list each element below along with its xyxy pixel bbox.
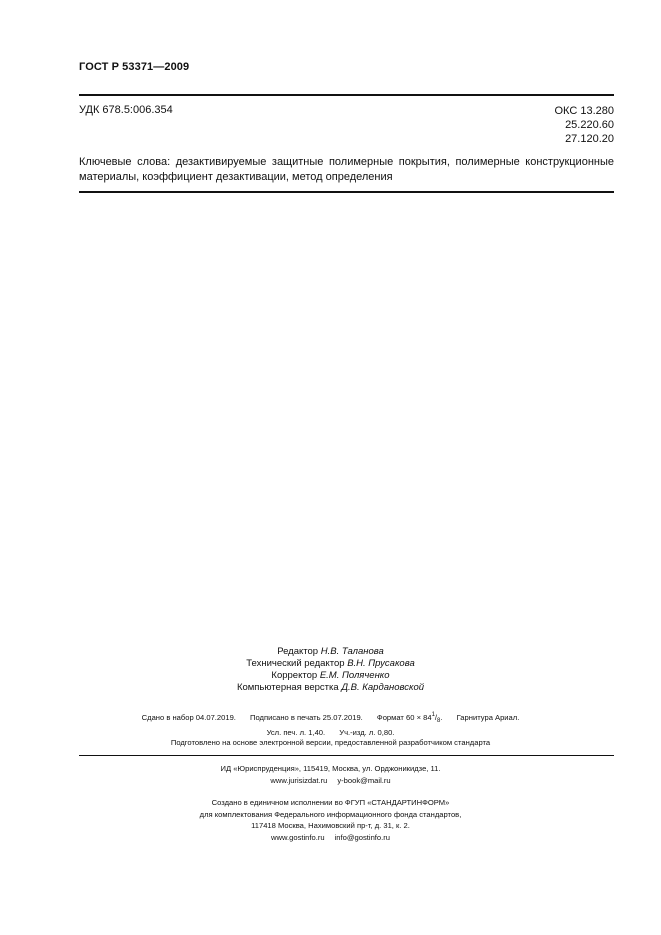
imprint-format-slash: / [434, 713, 438, 722]
producer-block [0, 797, 661, 843]
imprint-block [0, 709, 661, 739]
publisher-contacts [0, 775, 661, 787]
publisher-email: y-book@mail.ru [337, 776, 391, 785]
credit-corrector-name: Е.М. Поляченко [319, 670, 390, 681]
imprint-submitted: Сдано в набор 04.07.2019. [141, 713, 236, 722]
prepared-note: Подготовлено на основе электронной версии, предоставленной разработчиком стандарта [170, 738, 491, 747]
producer-line-2: для комплектования Федерального информационного фонда стандартов, [199, 809, 462, 819]
producer-email: info@gostinfo.ru [334, 832, 391, 842]
credits-block [0, 646, 661, 694]
imprint-typeface: Гарнитура Ариал. [456, 713, 520, 722]
imprint-signed: Подписано в печать 25.07.2019. [250, 713, 363, 722]
credit-tech-editor-name: В.Н. Прусакова [347, 658, 415, 669]
udk-code: УДК 678.5:006.354 [79, 104, 173, 116]
imprint-format [377, 713, 443, 722]
credit-corrector-role: Корректор [271, 670, 318, 681]
imprint-sheets-print: Усл. печ. л. 1,40. [266, 728, 326, 737]
credit-layout-role: Компьютерная верстка [236, 682, 339, 693]
credit-layout [0, 682, 661, 694]
imprint-format-suffix: . [440, 713, 443, 722]
oks-codes [555, 104, 615, 146]
credit-editor-name: Н.В. Таланова [320, 646, 384, 657]
imprint-line-1 [0, 709, 661, 727]
credit-editor-role: Редактор [277, 646, 319, 657]
oks-line-3: 27.120.20 [565, 133, 614, 145]
producer-site: www.gostinfo.ru [270, 832, 325, 842]
imprint-format-prefix: Формат 60 × 84 [376, 713, 432, 722]
imprint-format-num: 1 [431, 712, 435, 718]
credit-editor [0, 646, 661, 658]
credit-layout-name: Д.В. Кардановской [341, 682, 425, 693]
publisher-block [0, 763, 661, 787]
keywords-paragraph: Ключевые слова: дезактивируемые защитные полимерные покрытия, полимерные конструкционные материалы, коэффициент дезактивации, метод определения [79, 156, 614, 183]
top-rule [79, 94, 614, 96]
keywords-rule [79, 191, 614, 193]
producer-line-1: Создано в единичном исполнении во ФГУП «СТАНДАРТИНФОРМ» [211, 798, 450, 807]
oks-line-2: 25.220.60 [565, 119, 614, 131]
credit-corrector [0, 670, 661, 682]
imprint-format-den: 8 [437, 718, 441, 724]
imprint-sheets-pub: Уч.-изд. л. 0,80. [339, 728, 395, 737]
imprint-rule [79, 755, 614, 756]
standard-number: ГОСТ Р 53371—2009 [79, 61, 190, 73]
credit-tech-editor [0, 658, 661, 670]
producer-line-3: 117418 Москва, Нахимовский пр-т, д. 31, к. 2. [251, 821, 410, 830]
producer-contacts [0, 832, 661, 844]
credit-tech-editor-role: Технический редактор [246, 658, 345, 669]
publisher-site: www.jurisizdat.ru [270, 776, 328, 785]
oks-line-1: ОКС 13.280 [554, 105, 614, 117]
publisher-address: ИД «Юриспруденция», 115419, Москва, ул. Орджоникидзе, 11. [220, 764, 441, 773]
